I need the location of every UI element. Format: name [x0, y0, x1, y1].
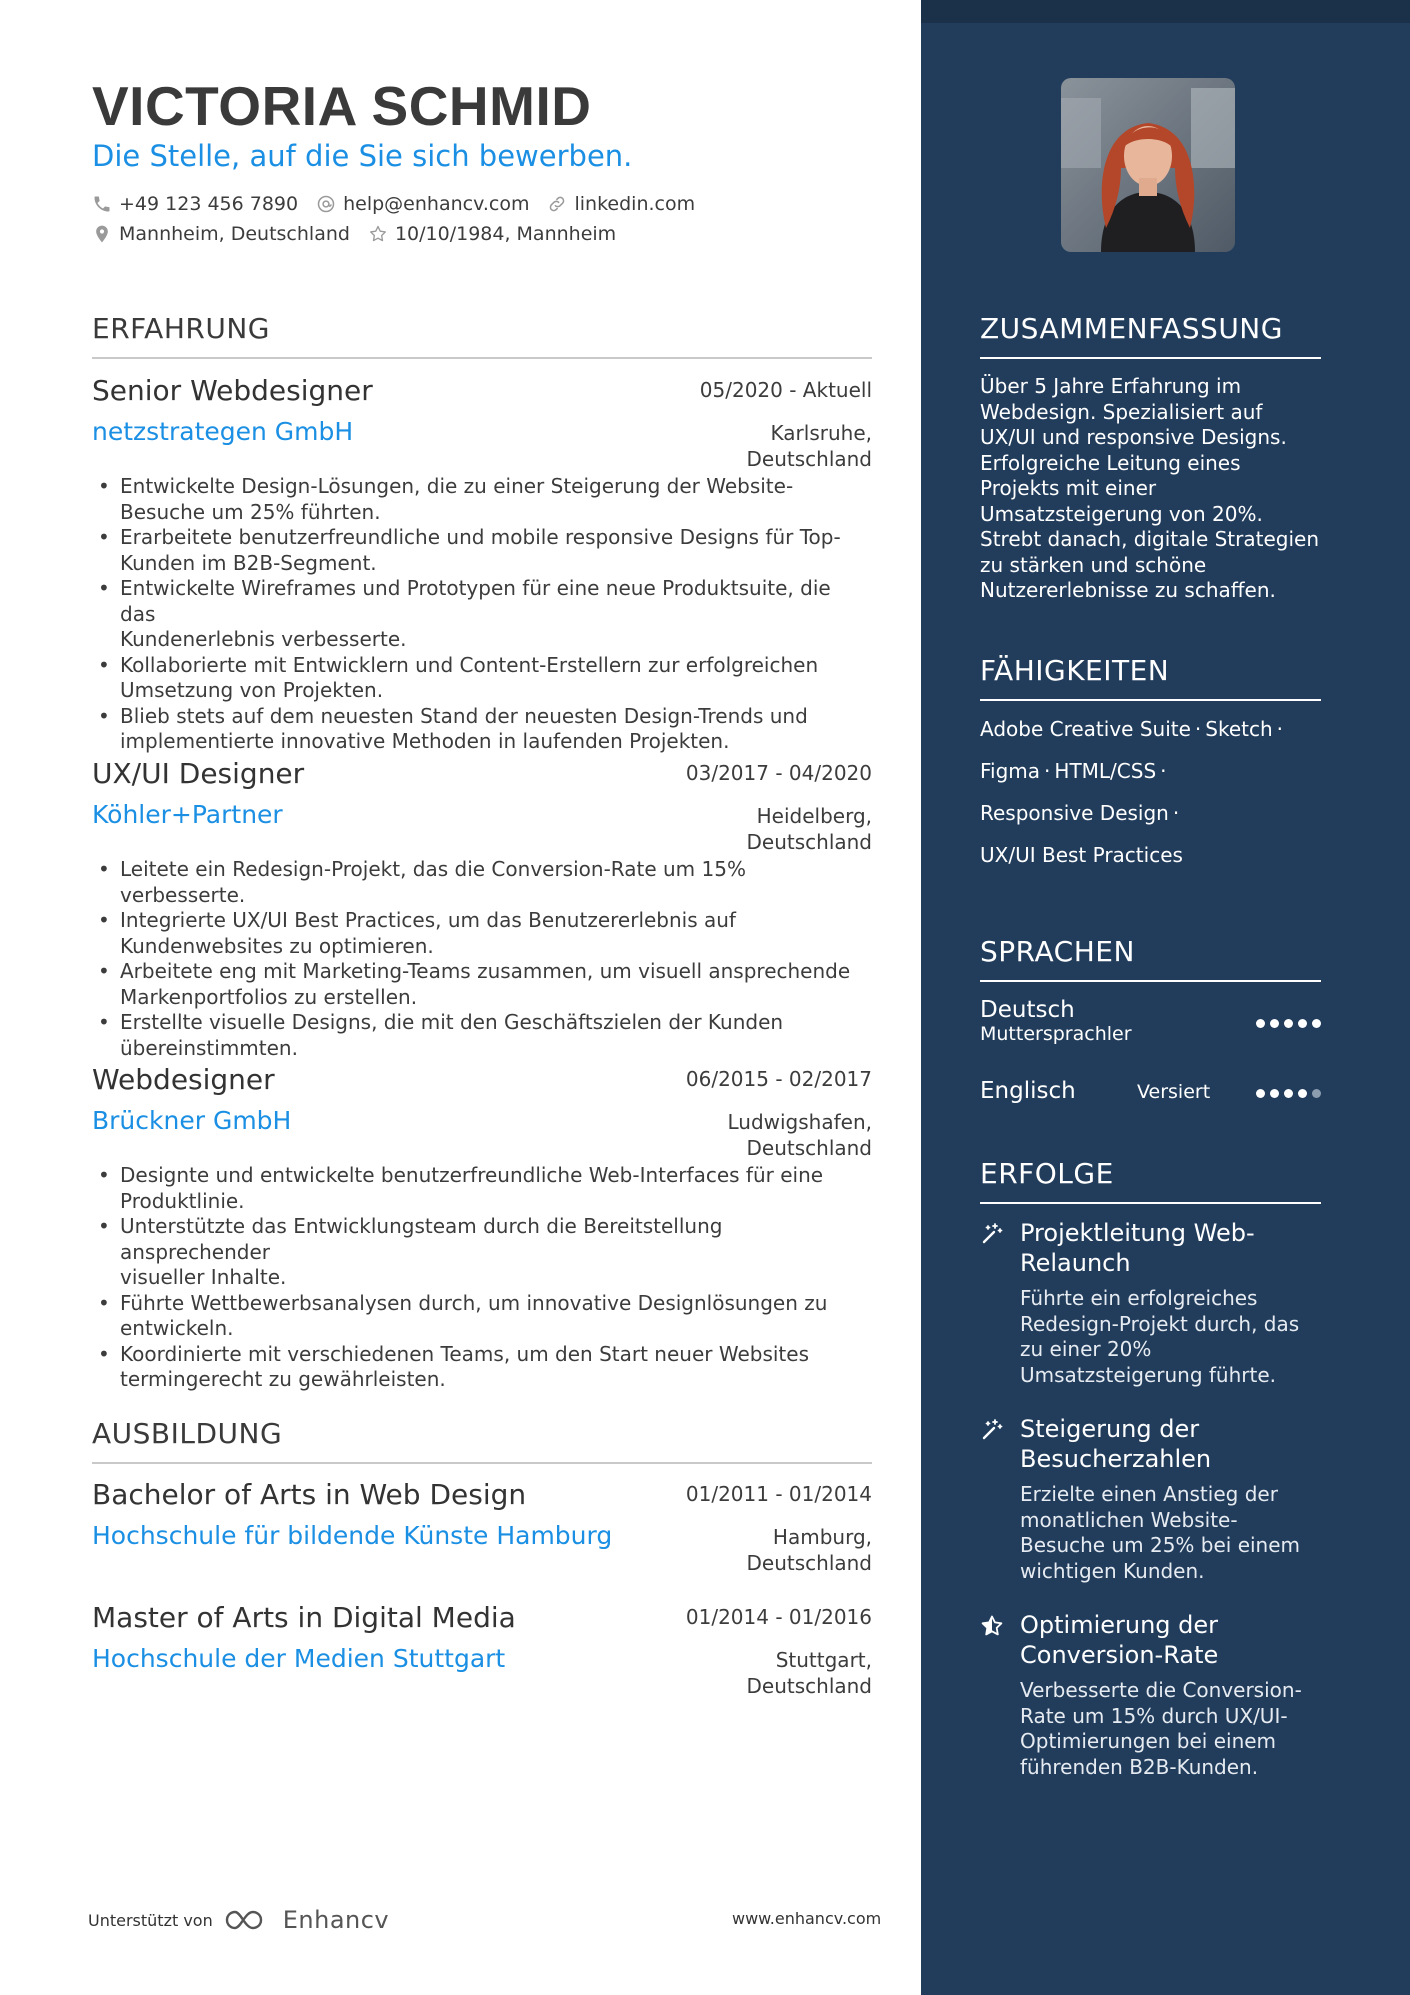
bullet-item: • Entwickelte Design-Lösungen, die zu einer Steigerung der Website- Besuche um 25% führten. — [92, 474, 872, 525]
education-location-country: Deutschland — [746, 1551, 872, 1575]
rating-dot — [1284, 1019, 1293, 1028]
location-text: Mannheim, Deutschland — [119, 223, 350, 245]
job-location-city: Heidelberg, — [756, 804, 872, 828]
enhancv-logo-icon — [223, 1907, 275, 1933]
location-pin-icon — [92, 224, 112, 244]
contact-row — [92, 193, 713, 215]
achievement-item — [980, 1218, 1321, 1388]
job-date: 06/2015 - 02/2017 — [685, 1067, 872, 1091]
profile-photo — [1061, 78, 1235, 252]
job-entry — [92, 374, 872, 753]
language-level: Muttersprachler — [980, 1023, 1132, 1045]
skill-tag: Adobe Creative Suite — [980, 717, 1191, 741]
birth-text: 10/10/1984, Mannheim — [394, 223, 617, 245]
sidebar-top-bar — [921, 0, 1410, 23]
candidate-name: VICTORIA SCHMID — [92, 75, 592, 137]
skill-separator: · — [1194, 717, 1202, 741]
footer-url[interactable]: www.enhancv.com — [732, 1909, 882, 1928]
rating-dot — [1312, 1019, 1321, 1028]
profile-photo-image — [1061, 78, 1235, 252]
job-bullets — [92, 857, 872, 1061]
email-text[interactable]: help@enhancv.com — [343, 193, 530, 215]
job-location-city: Ludwigshafen, — [727, 1110, 872, 1134]
achievement-description: Führte ein erfolgreiches Redesign-Projekt durch, das zu einer 20% Umsatzsteigerung führte. — [1020, 1286, 1300, 1387]
language-name: Englisch — [980, 1078, 1076, 1104]
bullet-item: • Führte Wettbewerbsanalysen durch, um innovative Designlösungen zu entwickeln. — [92, 1291, 872, 1342]
school-name[interactable]: Hochschule für bildende Künste Hamburg — [92, 1521, 613, 1550]
summary-heading: ZUSAMMENFASSUNG — [980, 312, 1321, 359]
skill-line — [980, 756, 1325, 798]
bullet-item: • Leitete ein Redesign-Projekt, das die Conversion-Rate um 15% verbesserte. — [92, 857, 872, 908]
at-icon — [316, 194, 336, 214]
email-item — [316, 193, 529, 215]
bullet-item: • Koordinierte mit verschiedenen Teams, um den Start neuer Websites termingerecht zu gewährleisten. — [92, 1342, 872, 1393]
rating-dot — [1256, 1019, 1265, 1028]
job-location-country: Deutschland — [746, 447, 872, 471]
skill-tag: HTML/CSS — [1054, 759, 1157, 783]
rating-dot — [1298, 1019, 1307, 1028]
star-half-icon — [980, 1614, 1004, 1638]
bullet-item: • Unterstützte das Entwicklungsteam durch die Bereitstellung ansprechender visueller Inhalte. — [92, 1214, 872, 1291]
job-location — [727, 1109, 872, 1161]
job-location-country: Deutschland — [746, 1136, 872, 1160]
education-heading: AUSBILDUNG — [92, 1417, 872, 1464]
education-date: 01/2014 - 01/2016 — [685, 1605, 872, 1629]
language-item — [980, 997, 1321, 1045]
bullet-item: • Entwickelte Wireframes und Prototypen für eine neue Produktsuite, die das Kundenerlebnis verbesserte. — [92, 576, 872, 653]
magic-wand-icon — [980, 1222, 1004, 1246]
skill-line — [980, 798, 1325, 840]
rating-dot — [1312, 1089, 1321, 1098]
job-bullets — [92, 474, 872, 755]
footer-powered-by — [88, 1906, 389, 1934]
achievement-title: Projektleitung Web- Relaunch — [1020, 1219, 1255, 1277]
skill-tag: Sketch — [1205, 717, 1273, 741]
skill-tag: Responsive Design — [980, 801, 1169, 825]
achievement-title: Optimierung der Conversion-Rate — [1020, 1611, 1219, 1669]
birth-item — [368, 223, 616, 245]
skills-list — [980, 714, 1325, 882]
job-date: 05/2020 - Aktuell — [699, 378, 872, 402]
bullet-item: • Blieb stets auf dem neuesten Stand der neuesten Design-Trends und implementierte innovative Methoden in laufenden Projekten. — [92, 704, 872, 755]
language-rating — [1251, 1019, 1321, 1028]
link-icon — [547, 194, 567, 214]
achievement-title: Steigerung der Besucherzahlen — [1020, 1415, 1212, 1473]
target-job-title: Die Stelle, auf die Sie sich bewerben. — [92, 139, 633, 173]
skill-separator: · — [1172, 801, 1180, 825]
language-rating — [1251, 1089, 1321, 1098]
summary-text: Über 5 Jahre Erfahrung im Webdesign. Spezialisiert auf UX/UI und responsive Designs. Erfolgreiche Leitung eines Projekts mit einer Umsatzsteigerung von 20%. Strebt danach, digitale Strategien zu stärken und schöne Nutzererlebnisse zu schaffen. — [980, 374, 1320, 602]
job-company[interactable]: Köhler+Partner — [92, 800, 283, 829]
school-name[interactable]: Hochschule der Medien Stuttgart — [92, 1644, 506, 1673]
job-location — [747, 420, 873, 472]
rating-dot — [1284, 1089, 1293, 1098]
rating-dot — [1270, 1089, 1279, 1098]
phone-item — [92, 193, 298, 215]
education-entry — [92, 1478, 872, 1575]
job-role: UX/UI Designer — [92, 757, 305, 790]
skill-separator: · — [1160, 759, 1167, 783]
skill-separator: · — [1276, 717, 1284, 741]
contact-row-2 — [92, 223, 634, 245]
job-role: Senior Webdesigner — [92, 374, 373, 407]
magic-wand-icon — [980, 1418, 1004, 1442]
bullet-item: • Designte und entwickelte benutzerfreundliche Web-Interfaces für eine Produktlinie. — [92, 1163, 872, 1214]
phone-icon — [92, 194, 112, 214]
bullet-item: • Erarbeitete benutzerfreundliche und mobile responsive Designs für Top- Kunden im B2B-Segment. — [92, 525, 872, 576]
star-icon — [368, 224, 388, 244]
job-location — [747, 803, 873, 855]
job-bullets — [92, 1163, 872, 1393]
education-location-city: Hamburg, — [772, 1525, 872, 1549]
brand-name[interactable]: Enhancv — [282, 1906, 390, 1934]
job-location-city: Karlsruhe, — [770, 421, 872, 445]
achievement-description: Erzielte einen Anstieg der monatlichen Website- Besuche um 25% bei einem wichtigen Kunden. — [1020, 1482, 1301, 1583]
skill-tag: UX/UI Best Practices — [980, 843, 1183, 867]
job-location-country: Deutschland — [746, 830, 872, 854]
skill-separator: · — [1044, 759, 1051, 783]
education-entry — [92, 1601, 872, 1698]
experience-heading: ERFAHRUNG — [92, 312, 872, 359]
linkedin-item — [547, 193, 695, 215]
location-item — [92, 223, 350, 245]
education-location — [747, 1524, 873, 1576]
degree-title: Bachelor of Arts in Web Design — [92, 1478, 527, 1511]
language-level: Versiert — [1137, 1081, 1211, 1103]
bullet-item: • Kollaborierte mit Entwicklern und Content-Erstellern zur erfolgreichen Umsetzung von Projekten. — [92, 653, 872, 704]
languages-heading: SPRACHEN — [980, 935, 1321, 982]
skill-line — [980, 840, 1325, 882]
sidebar — [921, 0, 1410, 1995]
rating-dot — [1256, 1089, 1265, 1098]
achievement-item — [980, 1414, 1321, 1584]
rating-dot — [1298, 1089, 1307, 1098]
skill-line — [980, 714, 1325, 756]
education-location-country: Deutschland — [746, 1674, 872, 1698]
language-name: Deutsch — [980, 997, 1075, 1023]
skill-tag: Figma — [980, 759, 1041, 783]
job-entry — [92, 757, 872, 1060]
bullet-item: • Arbeitete eng mit Marketing-Teams zusammen, um visuell ansprechende Markenportfolios zu erstellen. — [92, 959, 872, 1010]
phone-text[interactable]: +49 123 456 7890 — [119, 193, 299, 215]
achievement-item — [980, 1610, 1321, 1780]
language-item — [980, 1078, 1321, 1104]
education-date: 01/2011 - 01/2014 — [685, 1482, 872, 1506]
achievement-description: Verbesserte die Conversion- Rate um 15% durch UX/UI- Optimierungen bei einem führenden B2B-Kunden. — [1020, 1678, 1302, 1779]
job-role: Webdesigner — [92, 1063, 275, 1096]
rating-dot — [1270, 1019, 1279, 1028]
linkedin-text[interactable]: linkedin.com — [574, 193, 696, 215]
skills-heading: FÄHIGKEITEN — [980, 654, 1321, 701]
bullet-item: • Integrierte UX/UI Best Practices, um das Benutzererlebnis auf Kundenwebsites zu optimieren. — [92, 908, 872, 959]
degree-title: Master of Arts in Digital Media — [92, 1601, 516, 1634]
education-location-city: Stuttgart, — [775, 1648, 872, 1672]
education-location — [747, 1647, 873, 1699]
achievements-heading: ERFOLGE — [980, 1157, 1321, 1204]
powered-by-text: Unterstützt von — [88, 1910, 213, 1930]
bullet-item: • Erstellte visuelle Designs, die mit den Geschäftszielen der Kunden übereinstimmten. — [92, 1010, 872, 1061]
job-entry — [92, 1063, 872, 1391]
job-date: 03/2017 - 04/2020 — [685, 761, 872, 785]
job-company[interactable]: netzstrategen GmbH — [92, 417, 354, 446]
job-company[interactable]: Brückner GmbH — [92, 1106, 292, 1135]
